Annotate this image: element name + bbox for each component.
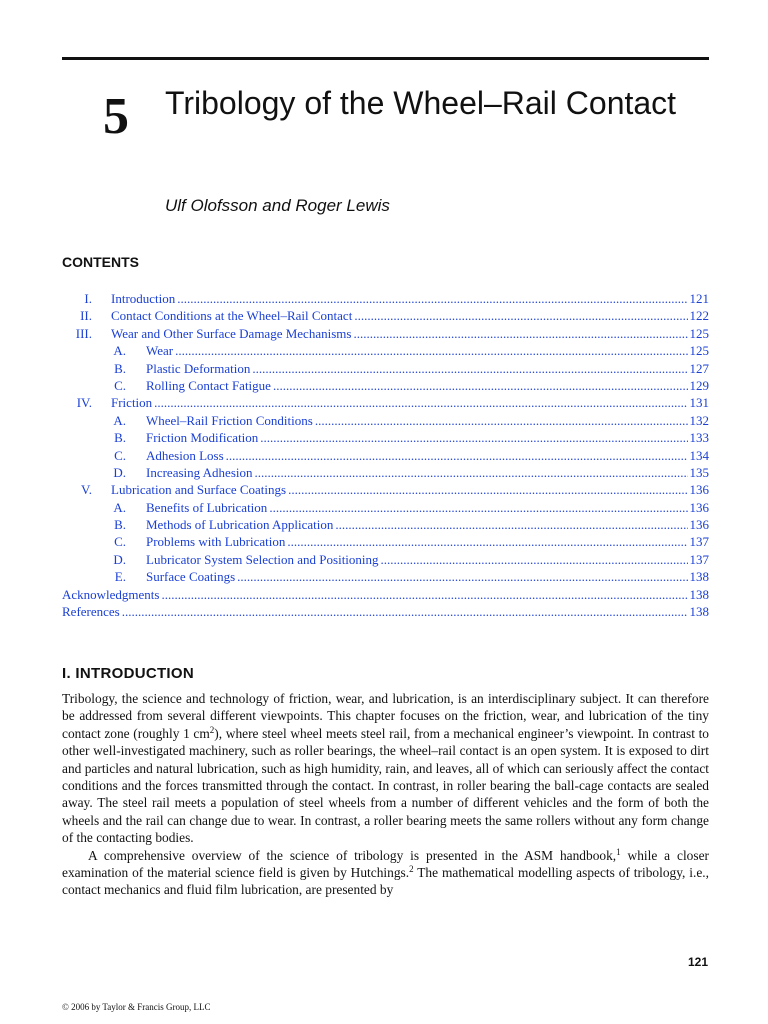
toc-entry[interactable]: B. Methods of Lubrication Application ..... 136 bbox=[62, 516, 709, 533]
section-heading: I. INTRODUCTION bbox=[62, 665, 194, 682]
toc-entry[interactable]: Acknowledgments ..... 138 bbox=[62, 586, 709, 603]
chapter-title: Tribology of the Wheel–Rail Contact bbox=[165, 85, 677, 121]
toc-entry[interactable]: III. Wear and Other Surface Damage Mechanisms ..... 125 bbox=[62, 325, 709, 342]
copyright-notice: © 2006 by Taylor & Francis Group, LLC bbox=[62, 1002, 211, 1012]
toc-entry[interactable]: IV. Friction ..... 131 bbox=[62, 394, 709, 411]
toc-entry[interactable]: C. Problems with Lubrication ..... 137 bbox=[62, 533, 709, 550]
contents-heading: CONTENTS bbox=[62, 254, 139, 270]
toc-entry[interactable]: A. Benefits of Lubrication ..... 136 bbox=[62, 499, 709, 516]
paragraph: A comprehensive overview of the science of tribology is presented in the ASM handbook,$^1$ while a closer examination of the material science field is given by Hutchings.$^2$ The mathematical modelling aspects of tribology, i.e., contact mechanics and fluid film lubrication, are presented by bbox=[62, 846, 709, 898]
body-text bbox=[62, 690, 709, 899]
toc-entry[interactable]: A. Wheel–Rail Friction Conditions ..... 132 bbox=[62, 412, 709, 429]
toc-entry[interactable]: B. Plastic Deformation ..... 127 bbox=[62, 360, 709, 377]
toc-entry[interactable]: V. Lubrication and Surface Coatings ..... 136 bbox=[62, 481, 709, 498]
chapter-number: 5 bbox=[103, 88, 129, 145]
toc-entry[interactable]: I. Introduction ..... 121 bbox=[62, 290, 709, 307]
paragraph: Tribology, the science and technology of friction, wear, and lubrication, is an interdisciplinary subject. It can therefore be addressed from several different viewpoints. This chapter focuses on the friction, wear, and lubrication of the tiny contact zone (roughly 1 $cm^2$), where steel wheel meets steel rail, from a mechanical engineer’s viewpoint. In contrast to other well-investigated machinery, such as roller bearings, the wheel–rail contact is an open system. It is exposed to dirt and particles and natural lubrication, such as high humidity, rain, and leaves, all of which can seriously affect the contact conditions and the forces transmitted through the contact. In contrast, in roller bearing the ball-cage contacts are sealed away. The steel rail meets a population of steel wheels from a number of different vehicles and the form of both the wheels and the rail can change due to wear. In contrast, a roller bearing meets the same rollers without any form change of the contacting bodies. bbox=[62, 691, 710, 846]
toc-entry[interactable]: II. Contact Conditions at the Wheel–Rail Contact ..... 122 bbox=[62, 307, 709, 324]
footnote-ref[interactable]: 2 bbox=[409, 864, 414, 875]
page-number: 121 bbox=[687, 955, 708, 969]
footnote-ref[interactable]: 1 bbox=[616, 846, 621, 857]
toc-entry[interactable]: E. Surface Coatings ..... 138 bbox=[62, 568, 709, 585]
toc-entry[interactable]: C. Rolling Contact Fatigue ..... 129 bbox=[62, 377, 709, 394]
toc-entry[interactable]: A. Wear ..... 125 bbox=[62, 342, 709, 359]
superscript: 2 bbox=[209, 724, 215, 735]
top-rule bbox=[62, 57, 709, 60]
table-of-contents bbox=[62, 290, 709, 620]
toc-entry[interactable]: References ..... 138 bbox=[62, 603, 709, 620]
toc-entry[interactable]: B. Friction Modification ..... 133 bbox=[62, 429, 709, 446]
toc-entry[interactable]: D. Increasing Adhesion ..... 135 bbox=[62, 464, 709, 481]
toc-entry[interactable]: C. Adhesion Loss ..... 134 bbox=[62, 447, 709, 464]
chapter-authors: Ulf Olofsson and Roger Lewis bbox=[165, 196, 390, 215]
toc-entry[interactable]: D. Lubricator System Selection and Positioning ..... 137 bbox=[62, 551, 709, 568]
